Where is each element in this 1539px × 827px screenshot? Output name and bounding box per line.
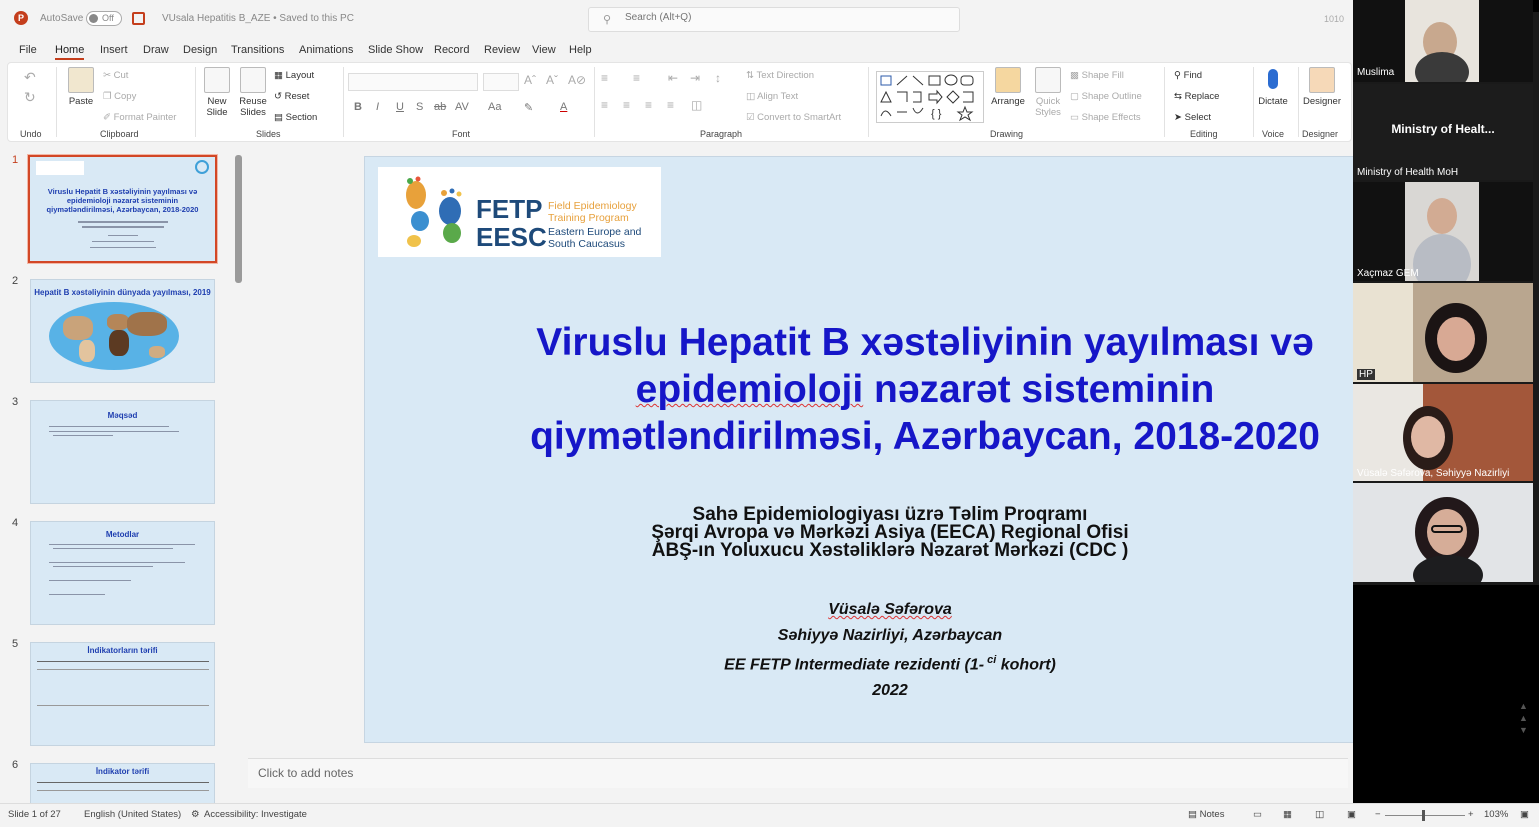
format-painter-button[interactable]: ✐ Format Painter bbox=[103, 112, 177, 123]
participant-tile-5[interactable] bbox=[1353, 384, 1533, 481]
tab-file[interactable]: File bbox=[19, 44, 37, 56]
notes-pane[interactable] bbox=[248, 758, 1348, 788]
slide-thumbnail-3[interactable] bbox=[30, 400, 215, 504]
undo-icon[interactable]: ↶ bbox=[24, 69, 36, 85]
section-button[interactable]: ▤ Section bbox=[274, 112, 318, 123]
video-call-gallery bbox=[1353, 0, 1539, 585]
slide-thumbnail-1[interactable] bbox=[28, 155, 217, 263]
bullets-icon[interactable]: ≡ bbox=[601, 71, 609, 85]
footprints-logo-icon bbox=[402, 175, 470, 251]
slide-organizations[interactable] bbox=[475, 506, 1305, 560]
participant-tile-6[interactable] bbox=[1353, 483, 1533, 582]
tab-transitions[interactable]: Transitions bbox=[231, 44, 285, 56]
title-bar bbox=[0, 0, 1353, 38]
shapes-icon bbox=[877, 72, 983, 122]
shapes-gallery[interactable] bbox=[876, 71, 984, 123]
arrange-button[interactable] bbox=[990, 67, 1026, 107]
powerpoint-logo-icon: P bbox=[14, 11, 28, 25]
new-slide-icon bbox=[204, 67, 230, 93]
numbering-icon[interactable]: ≡ bbox=[633, 71, 641, 85]
thumb-text bbox=[90, 247, 156, 248]
thumb-text bbox=[49, 594, 105, 595]
thumb-text bbox=[78, 221, 168, 223]
thumb-number: 4 bbox=[12, 517, 19, 529]
layout-button[interactable]: ▦ Layout bbox=[274, 70, 315, 81]
thumb-number: 5 bbox=[12, 638, 19, 650]
find-label: Find bbox=[1183, 70, 1203, 81]
select-label: Select bbox=[1184, 112, 1212, 123]
normal-view-icon[interactable]: ▭ bbox=[1253, 809, 1262, 820]
quick-styles-button[interactable] bbox=[1032, 67, 1064, 118]
clipboard-group-label: Clipboard bbox=[100, 129, 139, 139]
new-slide-button[interactable] bbox=[201, 67, 233, 118]
org-line: Sahə Epidemiologiyası üzrə Təlim Proqramı bbox=[692, 504, 1088, 525]
paragraph-group-label: Paragraph bbox=[700, 129, 743, 139]
search-box[interactable] bbox=[588, 7, 960, 32]
participant-body bbox=[1413, 234, 1471, 281]
redo-icon[interactable]: ↻ bbox=[24, 89, 36, 105]
convert-smartart-label: Convert to SmartArt bbox=[757, 112, 842, 123]
tab-home[interactable]: Home bbox=[55, 44, 85, 56]
dictate-button[interactable] bbox=[1258, 67, 1288, 107]
next-slide-icon[interactable]: ▼ bbox=[1519, 725, 1528, 735]
find-button[interactable]: ⚲ Find bbox=[1174, 70, 1203, 81]
arrange-label: Arrange bbox=[991, 96, 1025, 107]
columns-icon[interactable]: ◫ bbox=[691, 98, 703, 112]
divider bbox=[195, 67, 196, 137]
undo-group-label: Undo bbox=[20, 129, 42, 139]
shape-fill-button[interactable]: ▩ Shape Fill bbox=[1070, 70, 1124, 81]
zoom-in-icon[interactable]: + bbox=[1468, 809, 1474, 820]
character-spacing-icon[interactable]: AV bbox=[455, 101, 469, 113]
underline-icon[interactable]: U bbox=[396, 101, 404, 113]
shape-outline-button[interactable]: ▢ Shape Outline bbox=[1070, 91, 1142, 102]
participant-face bbox=[1437, 317, 1475, 361]
scroll-up-icon[interactable]: ▲ bbox=[1519, 701, 1528, 711]
align-text-button[interactable]: ◫ Align Text bbox=[746, 91, 799, 102]
role-text: kohort) bbox=[996, 656, 1056, 674]
replace-button[interactable]: ⇆ Replace bbox=[1174, 91, 1220, 102]
slideshow-icon[interactable]: ▣ bbox=[1347, 809, 1356, 820]
increase-font-icon[interactable]: Aˆ bbox=[524, 73, 536, 87]
title-line-rest: nəzarət sisteminin bbox=[863, 368, 1215, 411]
autosave-label: AutoSave bbox=[40, 13, 84, 24]
zoom-level[interactable]: 103% bbox=[1484, 809, 1509, 820]
thumb-text bbox=[108, 235, 138, 236]
status-bar bbox=[0, 803, 1539, 827]
decrease-font-icon[interactable]: Aˇ bbox=[546, 73, 558, 87]
align-center-icon[interactable]: ≡ bbox=[623, 98, 631, 112]
thumb-title: Məqsəd bbox=[107, 411, 138, 420]
search-icon: ⚲ bbox=[603, 14, 612, 26]
org-line: Şərqi Avropa və Mərkəzi Asiya (EECA) Regional Ofisi bbox=[651, 522, 1129, 543]
previous-slide-icon[interactable]: ▲ bbox=[1519, 713, 1528, 723]
search-input[interactable] bbox=[625, 12, 925, 23]
decrease-indent-icon[interactable]: ⇤ bbox=[668, 71, 679, 85]
clear-formatting-icon[interactable]: A⊘ bbox=[568, 73, 587, 87]
thumb-text bbox=[82, 226, 164, 228]
slide-thumbnail-6[interactable] bbox=[30, 763, 215, 803]
notes-label: Notes bbox=[1199, 809, 1225, 820]
reuse-slides-button[interactable] bbox=[237, 67, 269, 118]
new-slide-label: New Slide bbox=[206, 96, 228, 118]
replace-label: Replace bbox=[1184, 91, 1220, 102]
line-spacing-icon[interactable]: ↕ bbox=[715, 71, 721, 85]
designer-button[interactable] bbox=[1302, 67, 1342, 107]
font-color-icon[interactable]: A bbox=[560, 101, 568, 113]
thumb-logo-right bbox=[195, 160, 209, 174]
change-case-icon[interactable]: Aa bbox=[488, 101, 502, 113]
participant-body bbox=[1413, 555, 1483, 582]
divider bbox=[594, 67, 595, 137]
shadow-icon[interactable]: S bbox=[416, 101, 424, 113]
tab-view[interactable]: View bbox=[532, 44, 556, 56]
text-direction-button[interactable]: ⇅ Text Direction bbox=[746, 70, 814, 81]
thumb-text bbox=[53, 566, 153, 567]
document-title[interactable]: VUsala Hepatitis B_AZE • Saved to this PC bbox=[162, 13, 354, 24]
title-word-spellcheck: epidemioloji bbox=[635, 368, 864, 411]
paste-label: Paste bbox=[68, 96, 94, 107]
thumb-text bbox=[49, 426, 169, 427]
save-icon[interactable] bbox=[132, 12, 145, 25]
svg-text:{ }: { } bbox=[931, 108, 942, 120]
reset-label: Reset bbox=[284, 91, 310, 102]
font-size-select[interactable] bbox=[483, 73, 519, 91]
logo-fetp-text: FETP bbox=[476, 194, 543, 224]
ribbon bbox=[7, 62, 1352, 142]
shape-effects-label: Shape Effects bbox=[1081, 112, 1141, 123]
tab-draw[interactable]: Draw bbox=[143, 44, 169, 56]
author-ministry: Səhiyyə Nazirliyi, Azərbaycan bbox=[777, 626, 1003, 644]
fetp-eesc-logo bbox=[378, 167, 661, 257]
divider bbox=[868, 67, 869, 137]
strikethrough-icon[interactable]: ab bbox=[434, 101, 447, 113]
title-line bbox=[425, 366, 1353, 413]
reset-button[interactable]: ↺ Reset bbox=[274, 91, 310, 102]
font-name-select[interactable] bbox=[348, 73, 478, 91]
thumb-number: 3 bbox=[12, 396, 19, 408]
select-button[interactable]: ➤ Select bbox=[1174, 112, 1212, 123]
slide-thumbnail-4[interactable] bbox=[30, 521, 215, 625]
slide-author-block[interactable] bbox=[475, 597, 1305, 703]
title-line: Viruslu Hepatit B xəstəliyinin yayılması və bbox=[536, 321, 1314, 364]
fit-to-window-icon[interactable]: ▣ bbox=[1520, 809, 1529, 820]
tab-insert[interactable]: Insert bbox=[100, 44, 128, 56]
logo-subtitle-program: Field Epidemiology Training Program bbox=[548, 200, 637, 224]
align-text-label: Align Text bbox=[757, 91, 799, 102]
thumb-title: Hepatit B xəstəliyinin dünyada yayılması, 2019 bbox=[34, 288, 211, 297]
tab-help[interactable]: Help bbox=[569, 44, 592, 56]
dictate-label: Dictate bbox=[1258, 96, 1288, 107]
slide-scroll-controls bbox=[1519, 700, 1528, 736]
notes-toggle[interactable]: ▤ Notes bbox=[1188, 809, 1225, 820]
paste-icon bbox=[68, 67, 94, 93]
reuse-slides-label: Reuse Slides bbox=[239, 96, 267, 118]
language-indicator[interactable]: English (United States) bbox=[84, 809, 182, 820]
participant-tile-4[interactable] bbox=[1353, 283, 1533, 382]
participant-window-light bbox=[1353, 283, 1413, 382]
autosave-state: Off bbox=[102, 13, 114, 23]
slide-thumbnail-pane bbox=[0, 147, 246, 803]
slide-sorter-icon[interactable]: ▦ bbox=[1283, 809, 1292, 820]
tab-design[interactable]: Design bbox=[183, 44, 218, 56]
microphone-icon bbox=[1268, 69, 1278, 89]
role-text: EE FETP Intermediate rezidenti (1- bbox=[724, 656, 985, 674]
increase-indent-icon[interactable]: ⇥ bbox=[690, 71, 701, 85]
text-direction-label: Text Direction bbox=[756, 70, 814, 81]
participant-body bbox=[1415, 52, 1469, 82]
author-name-text: Vüsalə Səfərova bbox=[828, 601, 952, 618]
logo-eesc-text: EESC bbox=[476, 222, 547, 252]
thumb-number: 6 bbox=[12, 759, 19, 771]
logo-subtitle-region: Eastern Europe and South Caucasus bbox=[548, 226, 642, 250]
slide-canvas[interactable] bbox=[364, 156, 1353, 743]
world-map bbox=[49, 302, 179, 370]
divider bbox=[1298, 67, 1299, 137]
notes-placeholder: Click to add notes bbox=[258, 766, 354, 780]
participant-name: Vüsalə Səfərova, Səhiyyə Nazirliyi bbox=[1357, 468, 1510, 479]
slide-thumbnail-2[interactable] bbox=[30, 279, 215, 383]
drawing-group-label: Drawing bbox=[990, 129, 1024, 139]
convert-smartart-button[interactable]: ☑ Convert to SmartArt bbox=[746, 112, 842, 123]
slide-thumbnail-5[interactable] bbox=[30, 642, 215, 746]
thumb-text bbox=[49, 580, 131, 581]
reuse-slides-icon bbox=[240, 67, 266, 93]
paste-button[interactable] bbox=[66, 67, 96, 107]
align-right-icon[interactable]: ≡ bbox=[645, 98, 653, 112]
slide-counter: Slide 1 of 27 bbox=[8, 809, 61, 820]
thumb-text bbox=[49, 544, 195, 545]
align-left-icon[interactable]: ≡ bbox=[601, 98, 609, 112]
participant-name: Muslima bbox=[1357, 67, 1395, 78]
bold-icon[interactable]: B bbox=[354, 101, 362, 113]
divider bbox=[343, 67, 344, 137]
participant-display-name: Ministry of Healt... bbox=[1391, 122, 1495, 136]
designer-icon bbox=[1309, 67, 1335, 93]
zoom-slider-thumb[interactable] bbox=[1422, 810, 1425, 821]
quick-styles-label: Quick Styles bbox=[1035, 96, 1061, 118]
thumb-title: Metodlar bbox=[105, 530, 140, 539]
tab-animations[interactable]: Animations bbox=[299, 44, 354, 56]
divider bbox=[56, 67, 57, 137]
thumb-table bbox=[37, 782, 209, 803]
font-group-label: Font bbox=[452, 129, 471, 139]
copy-button[interactable]: ❐ Copy bbox=[103, 91, 137, 102]
quick-styles-icon bbox=[1035, 67, 1061, 93]
author-role bbox=[475, 648, 1305, 678]
divider bbox=[1164, 67, 1165, 137]
title-line: qiymətləndirilməsi, Azərbaycan, 2018-2020 bbox=[530, 415, 1320, 458]
cut-label: Cut bbox=[113, 70, 129, 81]
shape-fill-label: Shape Fill bbox=[1081, 70, 1124, 81]
copy-label: Copy bbox=[114, 91, 137, 102]
thumb-title: Viruslu Hepatit B xəstəliyinin yayılması və epidemioloji nəzarət sisteminin qiymətləndirilməsi, Azərbaycan, 2018-2020 bbox=[46, 187, 199, 214]
participant-tile-3[interactable] bbox=[1353, 182, 1533, 281]
toggle-knob bbox=[89, 14, 98, 23]
zoom-out-icon[interactable]: − bbox=[1375, 809, 1381, 820]
title-bar-indicator: 1010 bbox=[1324, 14, 1345, 24]
org-line: ABŞ-ın Yoluxucu Xəstəliklərə Nəzarət Mərkəzi (CDC ) bbox=[651, 540, 1129, 561]
shape-effects-button[interactable]: ▭ Shape Effects bbox=[1070, 112, 1141, 123]
designer-label: Designer bbox=[1302, 96, 1342, 107]
tab-review[interactable]: Review bbox=[484, 44, 521, 56]
thumb-text bbox=[49, 562, 185, 563]
participant-tile-1[interactable] bbox=[1353, 0, 1533, 82]
participant-tile-2[interactable] bbox=[1353, 84, 1533, 180]
thumb-logo bbox=[36, 161, 84, 175]
thumb-text bbox=[53, 548, 173, 549]
thumb-title: İndikator tərifi bbox=[95, 767, 150, 776]
editing-group-label: Editing bbox=[1190, 129, 1218, 139]
voice-group-label: Voice bbox=[1262, 129, 1285, 139]
designer-group-label: Designer bbox=[1302, 129, 1339, 139]
tab-slide-show[interactable]: Slide Show bbox=[368, 44, 424, 56]
section-label: Section bbox=[285, 112, 318, 123]
arrange-icon bbox=[995, 67, 1021, 93]
thumb-text bbox=[49, 431, 179, 432]
thumb-table bbox=[37, 661, 209, 741]
thumb-title: İndikatorların tərifi bbox=[87, 646, 158, 655]
participant-video bbox=[1405, 182, 1479, 281]
slide-title[interactable] bbox=[425, 319, 1353, 460]
shape-outline-label: Shape Outline bbox=[1081, 91, 1142, 102]
participant-glasses bbox=[1431, 525, 1463, 533]
thumbnail-scrollbar[interactable] bbox=[235, 147, 242, 797]
accessibility-status[interactable]: Accessibility: Investigate bbox=[204, 809, 307, 820]
thumb-number: 1 bbox=[12, 154, 19, 166]
layout-label: Layout bbox=[285, 70, 315, 81]
participant-name: HP bbox=[1359, 369, 1373, 380]
thumb-text bbox=[92, 241, 154, 242]
format-painter-label: Format Painter bbox=[113, 112, 177, 123]
highlight-icon[interactable]: ✎ bbox=[524, 102, 534, 114]
role-superscript: ci bbox=[984, 654, 997, 666]
participant-video bbox=[1405, 0, 1479, 82]
zoom-slider[interactable] bbox=[1385, 815, 1465, 816]
thumb-text bbox=[53, 435, 113, 436]
participant-name: Ministry of Health MoH bbox=[1357, 167, 1459, 178]
participant-face bbox=[1427, 198, 1457, 234]
autosave-toggle[interactable] bbox=[86, 11, 122, 26]
author-year: 2022 bbox=[872, 681, 908, 699]
scrollbar-thumb[interactable] bbox=[235, 155, 242, 283]
accessibility-icon: ⚙ bbox=[191, 809, 200, 820]
thumb-number: 2 bbox=[12, 275, 19, 287]
participant-face bbox=[1411, 416, 1445, 458]
tab-record[interactable]: Record bbox=[434, 44, 470, 56]
ribbon-tabs bbox=[0, 40, 1353, 62]
author-name bbox=[475, 597, 1305, 623]
cut-button[interactable]: ✂ Cut bbox=[103, 70, 129, 81]
justify-icon[interactable]: ≡ bbox=[667, 98, 675, 112]
participant-name: Xaçmaz GEM bbox=[1357, 268, 1419, 279]
italic-icon[interactable]: I bbox=[376, 101, 380, 113]
slides-group-label: Slides bbox=[256, 129, 281, 139]
divider bbox=[1253, 67, 1254, 137]
reading-view-icon[interactable]: ◫ bbox=[1315, 809, 1324, 820]
